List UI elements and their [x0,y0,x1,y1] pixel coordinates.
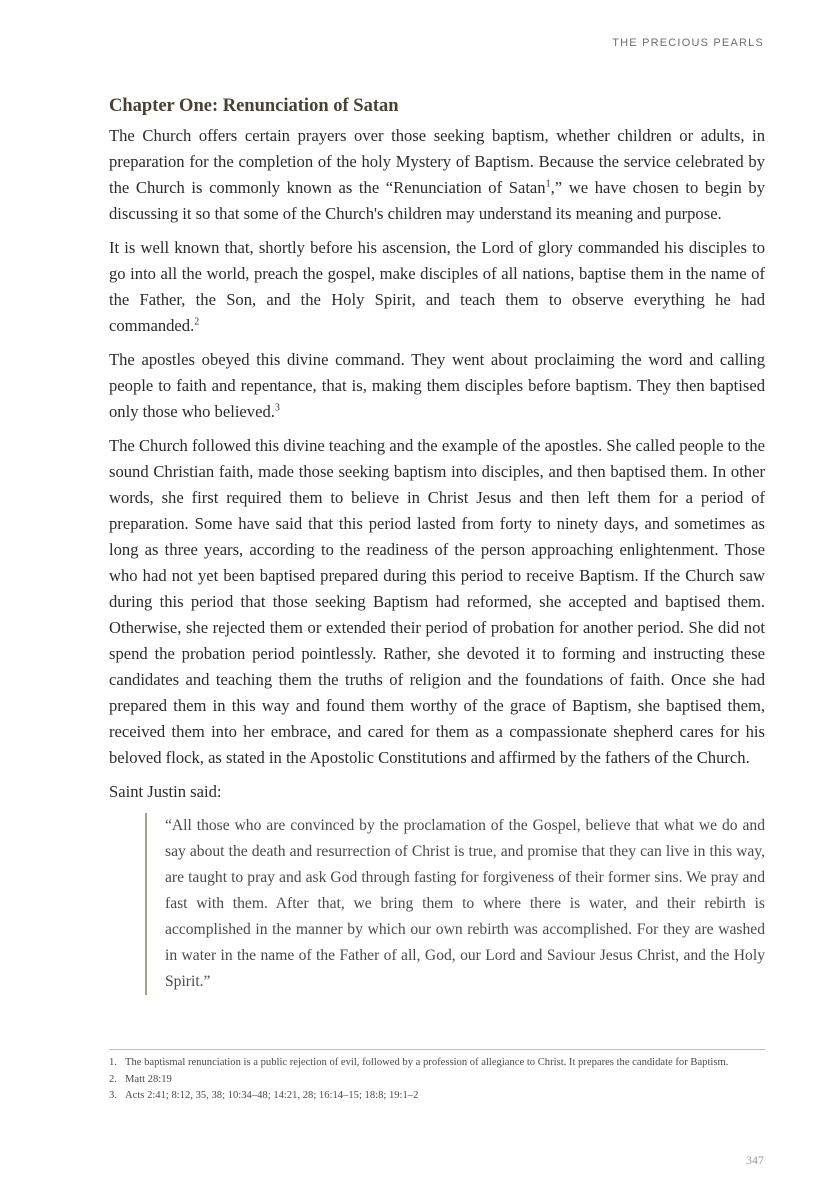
paragraph-2-text: It is well known that, shortly before his ascension, the Lord of glory commanded his disciples to go into all the world, preach the gospel, make disciples of all nations, baptise them in the name of the Father, the Son, and the Holy Spirit, and teach them to observe everything he had commanded. [109,238,765,335]
paragraph-3-text: The apostles obeyed this divine command. They went about proclaiming the word and calling people to faith and repentance, that is, making them disciples before baptism. They then baptised only those who believed. [109,350,765,421]
paragraph-5: Saint Justin said: [109,782,222,801]
paragraph-1 [109,123,765,227]
footnote-number: 1. [109,1057,117,1068]
footnote-ref-1[interactable]: 1 [545,178,551,190]
paragraph-1-text-a: The Church offers certain prayers over those seeking baptism, whether children or adults, in preparation for the completion of the holy Mystery of Baptism. Because the service celebrated by the Church is commonly known as the “Renunciation of Satan [109,126,765,197]
paragraph-2 [109,235,765,339]
footnote-3 [109,1089,765,1103]
footnote-1 [109,1056,765,1070]
paragraph-3 [109,347,765,425]
footnote-ref-3[interactable]: 3 [274,402,280,414]
footnote-text: Matt 28:19 [125,1073,172,1085]
paragraph-1-text-b: ,” we have chosen to begin by discussing it so that some of the Church's children may understand its meaning and purpose. [109,178,765,223]
page-number: 347 [746,1153,764,1167]
footnotes [109,1049,765,1106]
footnote-number: 2. [109,1073,117,1085]
footnote-text: The baptismal renunciation is a public rejection of evil, followed by a profession of allegiance to Christ. It prepares the candidate for Baptism. [125,1057,729,1068]
main-text [109,96,765,995]
footnote-text: Acts 2:41; 8:12, 35, 38; 10:34–48; 14:21, 28; 16:14–15; 18:8; 19:1–2 [125,1090,419,1101]
block-quote: “All those who are convinced by the proclamation of the Gospel, believe that what we do and say about the death and resurrection of Christ is true, and promise that they can live in this way, are taught to pray and ask God through fasting for forgiveness of their former sins. We pray and fast with them. After that, we bring them to where there is water, and their rebirth is accomplished in the manner by which our own rebirth was accomplished. For they are washed in water in the name of the Father of all, God, our Lord and Saviour Jesus Christ, and the Holy Spirit.” [145,813,765,995]
footnote-number: 3. [109,1090,117,1101]
running-head: THE PRECIOUS PEARLS [612,37,764,49]
footnote-2 [109,1073,765,1087]
chapter-title: Chapter One: Renunciation of Satan [109,96,399,116]
footnote-ref-2[interactable]: 2 [194,316,200,328]
paragraph-4: The Church followed this divine teaching and the example of the apostles. She called people to the sound Christian faith, made those seeking baptism into disciples, and then baptised them. In other words, she first required them to believe in Christ Jesus and then left them for a period of preparation. Some have said that this period lasted from forty to ninety days, and sometimes as long as three years, according to the readiness of the person approaching enlightenment. Those who had not yet been baptised prepared during this period to receive Baptism. If the Church saw during this period that those seeking Baptism had reformed, she accepted and baptised them. Otherwise, she rejected them or extended their period of probation for another period. She did not spend the probation period pointlessly. Rather, she devoted it to forming and instructing these candidates and teaching them the truths of religion and the foundations of faith. Once she had prepared them in this way and found them worthy of the grace of Baptism, she baptised them, received them into her embrace, and cared for them as a compassionate shepherd cares for his beloved flock, as stated in the Apostolic Constitutions and affirmed by the fathers of the Church. [109,436,765,767]
